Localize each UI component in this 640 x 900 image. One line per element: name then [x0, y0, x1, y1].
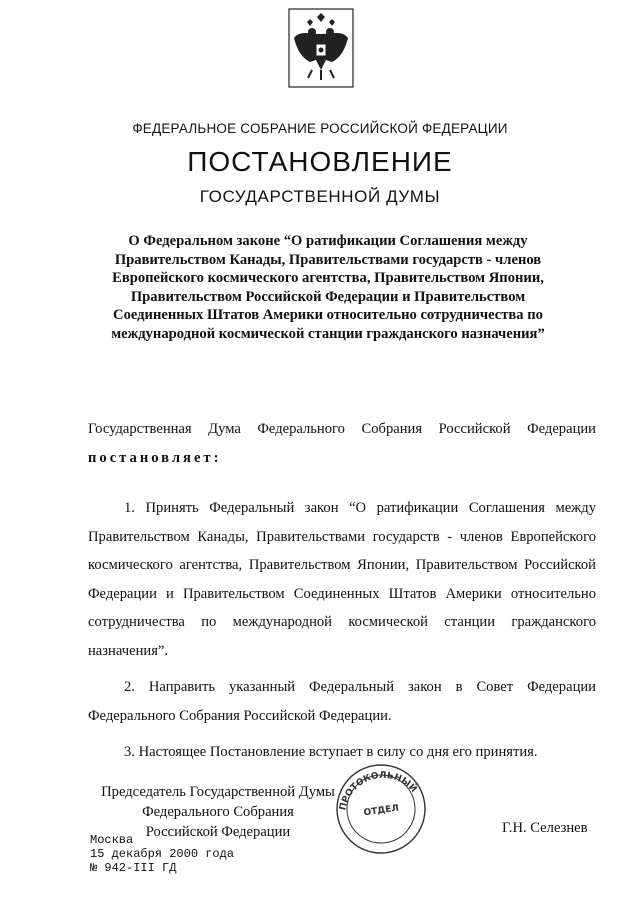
document-number: № 942-III ГД [90, 861, 177, 875]
date: 15 декабря 2000 года [90, 847, 235, 861]
document-type-title: ПОСТАНОВЛЕНИЕ [187, 146, 453, 177]
resolution-item-1: 1. Принять Федеральный закон “О ратификации Соглашения между Правительством Канады, Правительствами государств - членов Европейского космического агентства, Правительством Японии, Правительством Российской Федерации и Правительством Соединенных Штатов Америки относительно сотрудничества по международной космической станции гражданского назначения”. [88, 500, 596, 659]
signatory-title-line-1: Председатель Государственной Думы [101, 784, 335, 800]
preamble-verb: постановляет: [88, 449, 222, 466]
preamble-text: Государственная Дума Федерального Собрания Российской Федерации [88, 421, 596, 437]
resolution-items [88, 494, 596, 775]
signatory-title-line-3: Российской Федерации [145, 824, 291, 840]
issuer-heading: ГОСУДАРСТВЕННОЙ ДУМЫ [199, 187, 441, 206]
assembly-heading: ФЕДЕРАЛЬНОЕ СОБРАНИЕ РОССИЙСКОЙ ФЕДЕРАЦИИ [132, 121, 508, 136]
resolution-item-3: 3. Настоящее Постановление вступает в силу со дня его принятия. [124, 744, 538, 760]
resolution-item-2: 2. Направить указанный Федеральный закон в Совет Федерации Федерального Собрания Российской Федерации. [88, 679, 596, 724]
signatory-name: Г.Н. Селезнев [502, 820, 588, 836]
document-subject: О Федеральном законе “О ратификации Соглашения между Правительством Канады, Правительствами государств - членов Европейского космического агентства, Правительством Японии, Правительством Российской Федерации и Правительством Соединенных Штатов Америки относительно сотрудничества по международной космической станции гражданского назначения” [111, 233, 545, 342]
stamp-top-text: ПРОТОКОЛЬНЫЙ [338, 770, 419, 812]
place-date-number [90, 833, 234, 875]
double-headed-eagle-icon [288, 8, 354, 88]
round-stamp-icon [322, 760, 440, 858]
city: Москва [90, 833, 134, 847]
stamp-center-text: ОТДЕЛ [363, 803, 400, 819]
signatory-title-line-2: Федерального Собрания [142, 804, 294, 820]
preamble [88, 415, 596, 472]
